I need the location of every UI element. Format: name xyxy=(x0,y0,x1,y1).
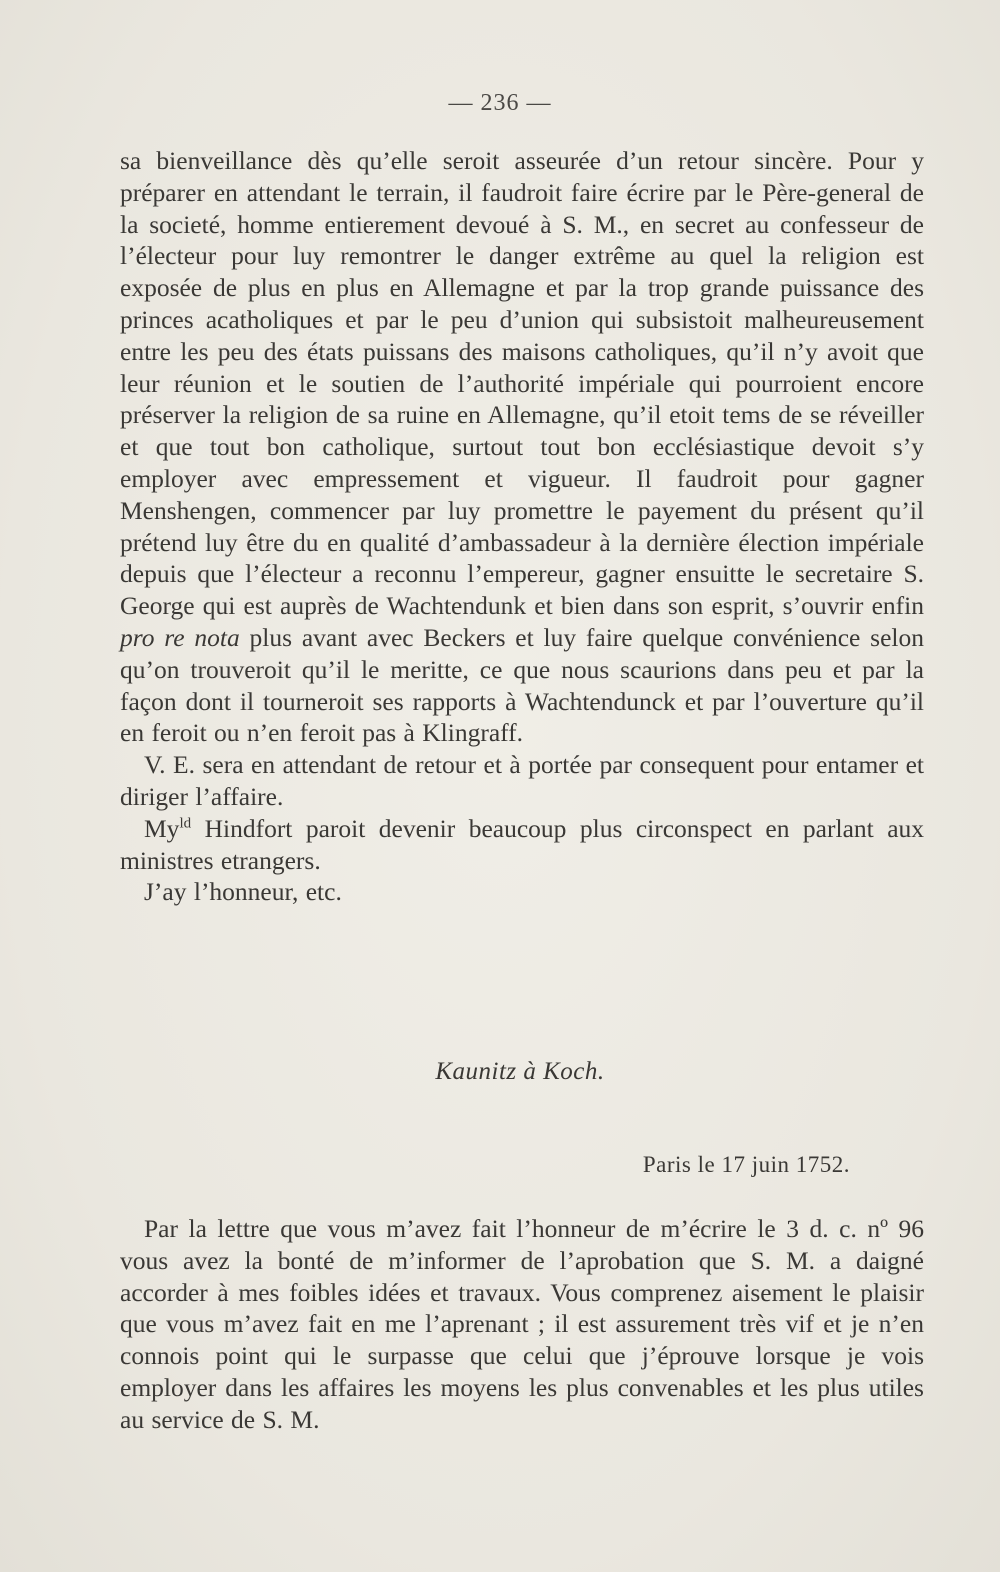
paragraph xyxy=(120,145,924,749)
letter-body xyxy=(120,1213,924,1436)
paragraph xyxy=(120,813,924,877)
closing-line: J’ay l’honneur, etc. xyxy=(144,877,342,907)
letter-heading: Kaunitz à Koch. xyxy=(435,1058,605,1085)
paragraph-text: sa bienveillance dès qu’elle seroit asseurée d’un retour sincère. Pour y préparer en attendant le terrain, il faudroit faire écrire par le Père-general de la societé, homme entierement devoué à S. M., en secret au confesseur de l’électeur pour luy remontrer le danger extrême au quel la religion est exposée de plus en plus en Allemagne et par la trop grande puissance des princes acatholiques et par le peu d’union qui subsistoit malheureusement entre les peu des états puissans des maisons catholiques, qu’il n’y avoit que leur réunion et le soutien de l’authorité impériale qui pourroient encore préserver la religion de sa ruine en Allemagne, qu’il etoit tems de se réveiller et que tout bon catholique, surtout tout bon ecclésiastique devoit s’y employer avec empressement et vigueur. Il faudroit pour gagner Menshengen, commencer par luy promettre le payement du présent qu’il prétend luy être du en qualité d’ambassadeur à la dernière élection impériale depuis que l’électeur a reconnu l’empereur, gagner ensuitte le secretaire S. George qui est auprès de Wachtendunk et bien dans son esprit, s’ouvrir enfin xyxy=(120,146,924,621)
letter-continuation xyxy=(120,145,924,908)
paragraph: Par la lettre que vous m’avez fait l’honneur de m’écrire le 3 d. c. nº 96 vous avez la bonté de m’informer de l’aprobation que S. M. a daigné accorder à mes foibles idées et travaux. Vous comprenez aisement le plaisir que vous m’avez fait en me l’aprenant ; il est assurement très vif et je n’en connois point qui le surpasse que celui que j’éprouve lorsque je vois employer dans les affaires les moyens les plus convenables et les plus utiles au service de S. M. xyxy=(120,1214,924,1434)
paragraph-text: Hindfort paroit devenir beaucoup plus circonspect en parlant aux ministres etrangers. xyxy=(120,813,925,875)
page-number: — 236 — xyxy=(448,90,552,116)
latin-phrase: pro re nota xyxy=(120,622,240,652)
letter-dateline: Paris le 17 juin 1752. xyxy=(642,1152,850,1177)
title-superscript: ld xyxy=(179,815,192,832)
title-abbrev: My xyxy=(144,813,180,843)
paragraph: V. E. sera en attendant de retour et à portée par consequent pour entamer et diriger l’affaire. xyxy=(120,750,924,811)
paragraph-text: plus avant avec Beckers et luy faire quelque convénience selon qu’on trouveroit qu’il le meritte, ce que nous scaurions dans peu et par la façon dont il tourneroit ses rapports à Wachtendunck et par l’ouverture qu’il en feroit ou n’en feroit pas à Klingraff. xyxy=(120,622,924,748)
